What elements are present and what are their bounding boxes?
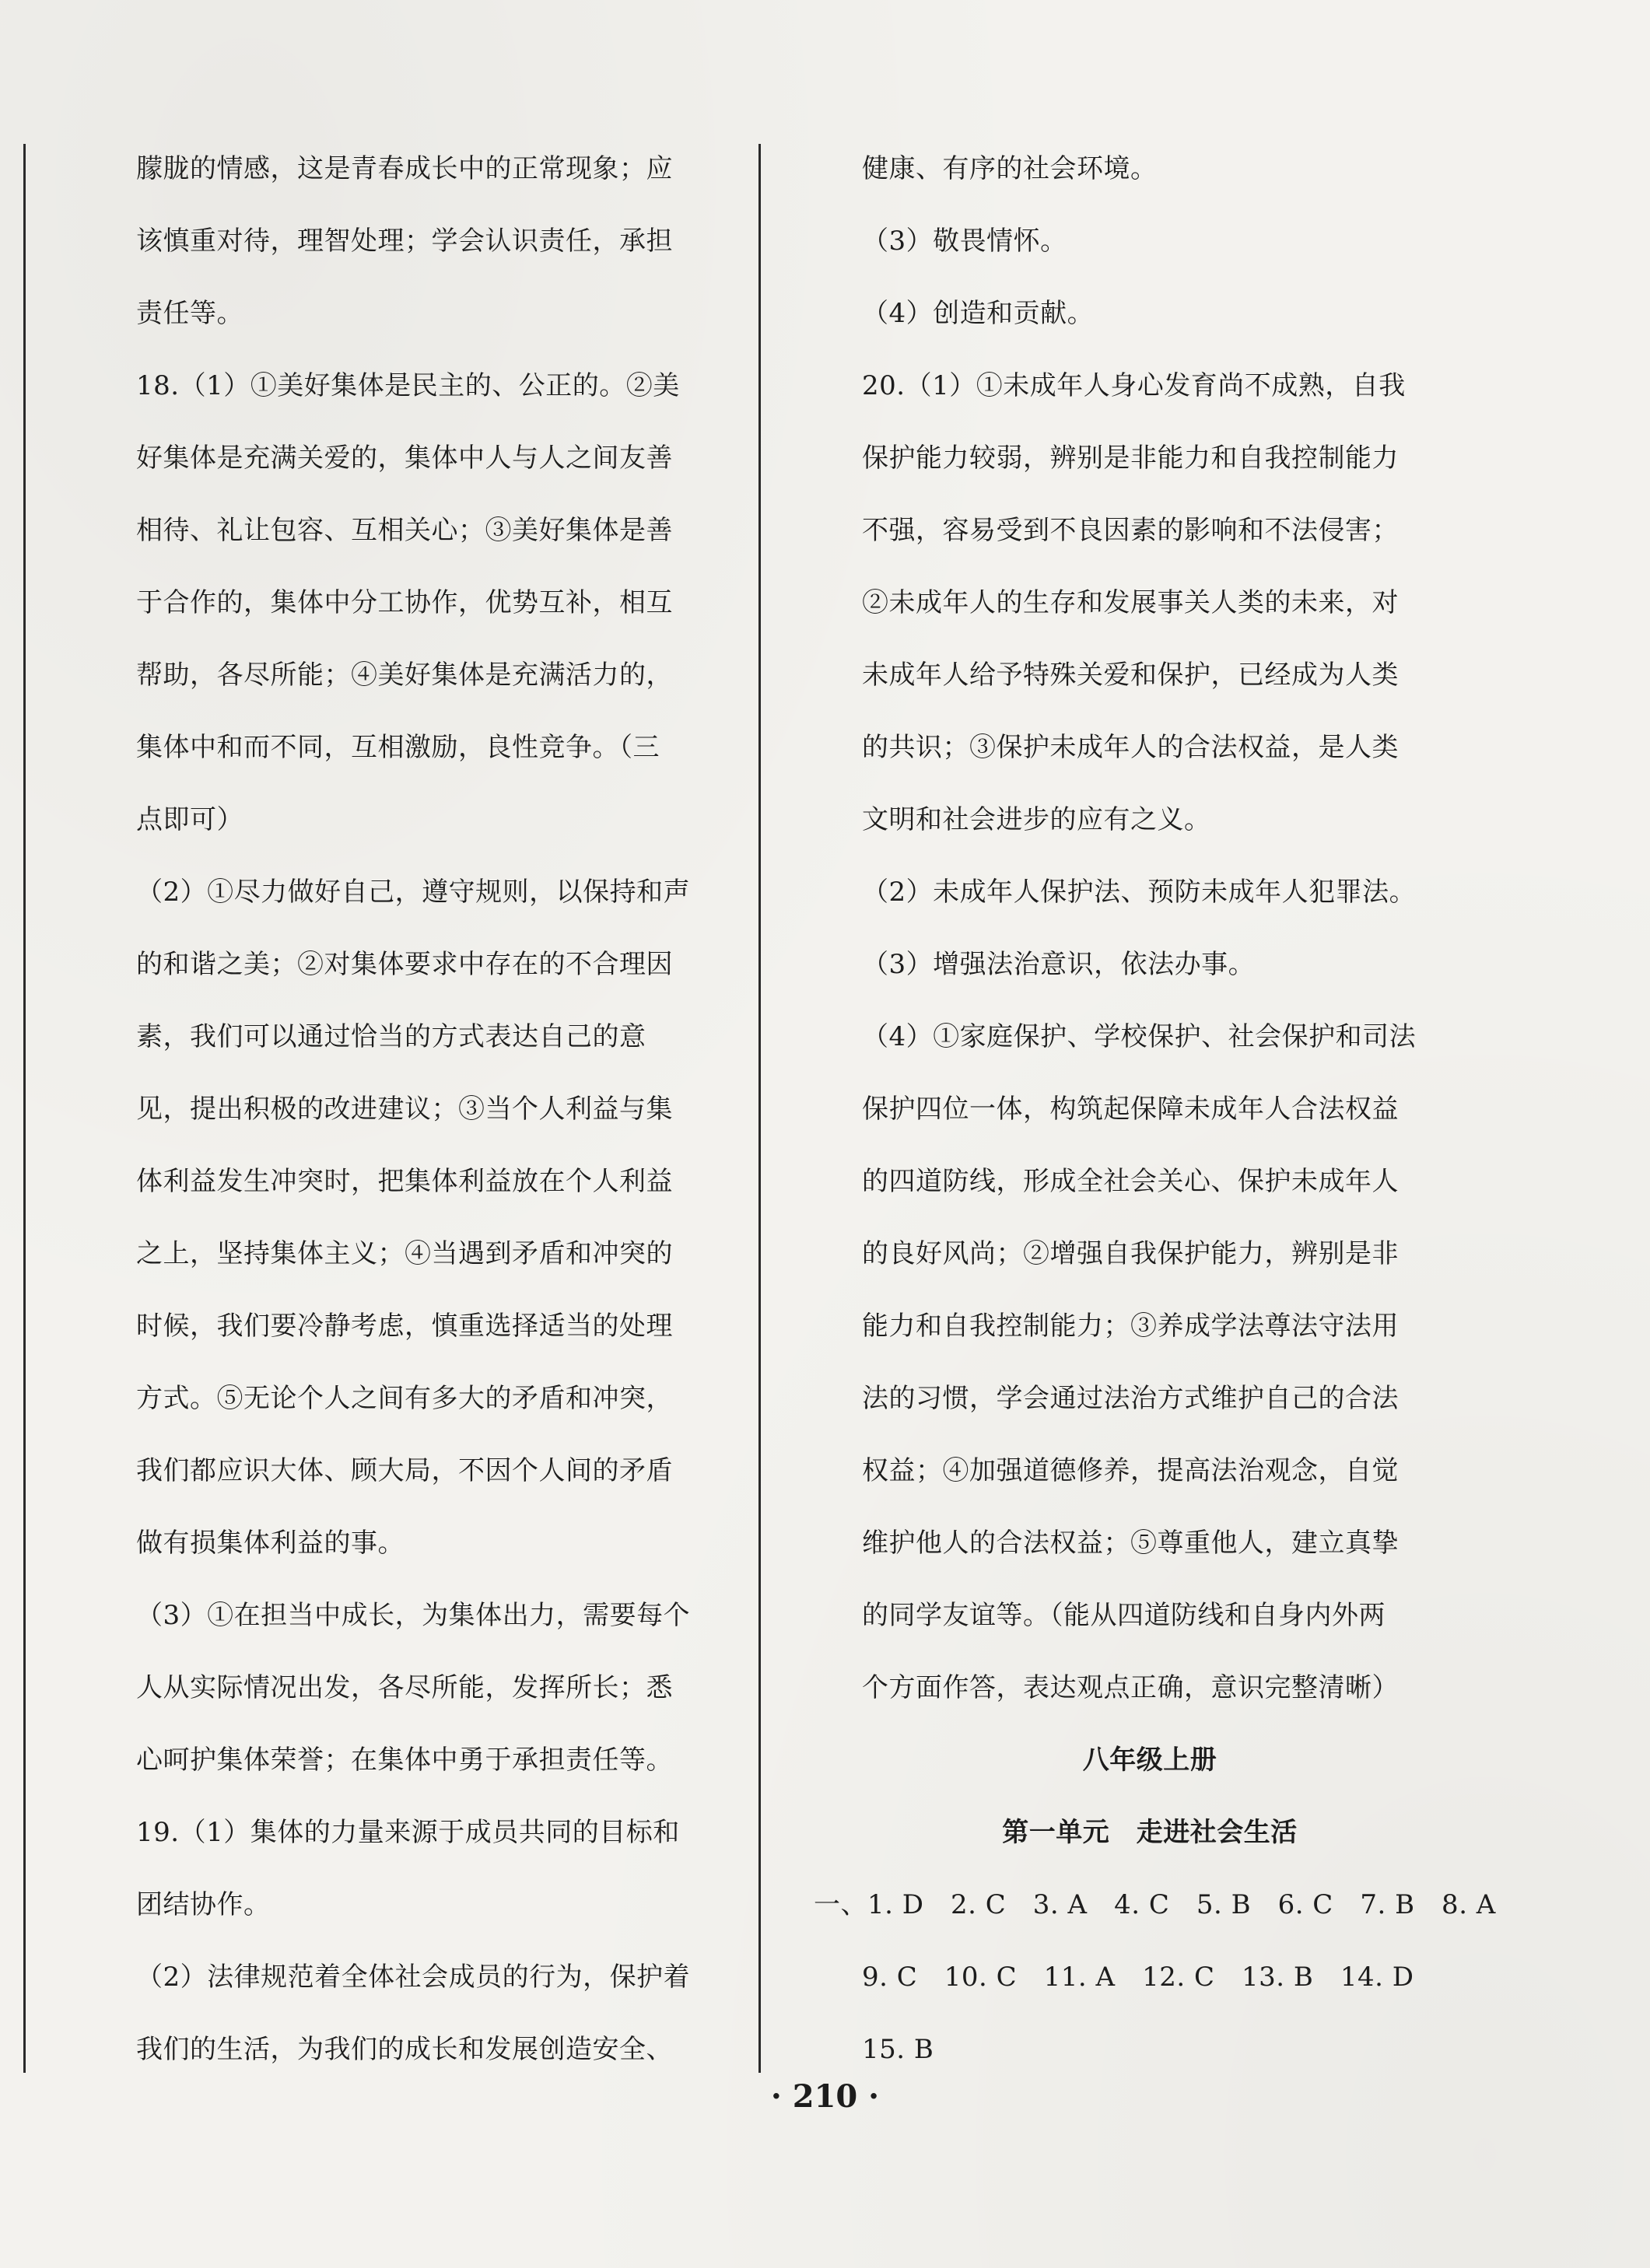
- left-column: [136, 140, 712, 2093]
- text-line: 18.（1）①美好集体是民主的、公正的。②美: [136, 370, 680, 401]
- text-line: 的四道防线，形成全社会关心、保护未成年人: [862, 1166, 1399, 1197]
- text-line: （2）①尽力做好自己，遵守规则，以保持和声: [136, 877, 691, 908]
- page-number: · 210 ·: [770, 2078, 880, 2115]
- text-line: 时候，我们要冷静考虑，慎重选择适当的处理: [136, 1311, 673, 1342]
- answer-line: 一、1. D 2. C 3. A 4. C 5. B 6. C 7. B 8. A: [814, 1889, 1496, 1920]
- text-line: 的和谐之美；②对集体要求中存在的不合理因: [136, 949, 673, 980]
- text-line: （3）增强法治意识，依法办事。: [862, 949, 1256, 980]
- text-line: （3）敬畏情怀。: [862, 226, 1067, 257]
- text-line: 未成年人给予特殊关爱和保护，已经成为人类: [862, 660, 1399, 691]
- text-line: 集体中和而不同，互相激励，良性竞争。（三: [136, 732, 660, 763]
- column-divider-rule: [758, 144, 761, 2073]
- text-line: 保护能力较弱，辨别是非能力和自我控制能力: [862, 443, 1399, 474]
- text-line: （2）未成年人保护法、预防未成年人犯罪法。: [862, 877, 1417, 908]
- text-line: 该慎重对待，理智处理；学会认识责任，承担: [136, 226, 673, 257]
- text-line: 的良好风尚；②增强自我保护能力，辨别是非: [862, 1238, 1399, 1269]
- answer-line: 15. B: [862, 2034, 934, 2065]
- text-line: 团结协作。: [136, 1889, 271, 1920]
- text-line: 朦胧的情感，这是青春成长中的正常现象；应: [136, 153, 673, 184]
- text-line: 健康、有序的社会环境。: [862, 153, 1158, 184]
- text-line: 帮助，各尽所能；④美好集体是充满活力的，: [136, 660, 673, 691]
- text-line: 素，我们可以通过恰当的方式表达自己的意: [136, 1021, 646, 1052]
- text-line: 体利益发生冲突时，把集体利益放在个人利益: [136, 1166, 673, 1197]
- text-line: 19.（1）集体的力量来源于成员共同的目标和: [136, 1817, 680, 1848]
- text-line: 人从实际情况出发，各尽所能，发挥所长；悉: [136, 1672, 673, 1703]
- text-line: 心呵护集体荣誉；在集体中勇于承担责任等。: [136, 1745, 673, 1776]
- text-line: 不强，容易受到不良因素的影响和不法侵害；: [862, 515, 1399, 546]
- answer-line: 9. C 10. C 11. A 12. C 13. B 14. D: [862, 1962, 1414, 1993]
- text-line: ②未成年人的生存和发展事关人类的未来，对: [862, 587, 1399, 618]
- text-line: 个方面作答，表达观点正确，意识完整清晰）: [862, 1672, 1399, 1703]
- text-line: （4）①家庭保护、学校保护、社会保护和司法: [862, 1021, 1417, 1052]
- text-line: 法的习惯，学会通过法治方式维护自己的合法: [862, 1383, 1399, 1414]
- right-column: [814, 140, 1496, 2093]
- text-line: 保护四位一体，构筑起保障未成年人合法权益: [862, 1094, 1399, 1125]
- text-line: 能力和自我控制能力；③养成学法尊法守法用: [862, 1311, 1399, 1342]
- text-line: 的共识；③保护未成年人的合法权益，是人类: [862, 732, 1399, 763]
- text-line: （2）法律规范着全体社会成员的行为，保护着: [136, 1962, 691, 1993]
- unit-title: 第一单元 走进社会生活: [1002, 1817, 1298, 1848]
- text-line: 我们的生活，为我们的成长和发展创造安全、: [136, 2034, 673, 2065]
- text-line: 我们都应识大体、顾大局，不因个人间的矛盾: [136, 1455, 673, 1486]
- text-line: （3）①在担当中成长，为集体出力，需要每个: [136, 1600, 691, 1631]
- section-title: 八年级上册: [1082, 1745, 1217, 1776]
- text-line: 见，提出积极的改进建议；③当个人利益与集: [136, 1094, 673, 1125]
- text-line: 好集体是充满关爱的，集体中人与人之间友善: [136, 443, 673, 474]
- text-line: 责任等。: [136, 298, 243, 329]
- left-margin-rule: [23, 144, 26, 2073]
- text-line: 做有损集体利益的事。: [136, 1528, 405, 1559]
- text-line: 权益；④加强道德修养，提高法治观念，自觉: [862, 1455, 1399, 1486]
- text-line: 的同学友谊等。（能从四道防线和自身内外两: [862, 1600, 1386, 1631]
- text-line: 文明和社会进步的应有之义。: [862, 804, 1211, 835]
- text-line: 相待、礼让包容、互相关心；③美好集体是善: [136, 515, 673, 546]
- text-line: 维护他人的合法权益；⑤尊重他人，建立真挚: [862, 1528, 1399, 1559]
- text-line: 点即可）: [136, 804, 243, 835]
- text-line: 之上，坚持集体主义；④当遇到矛盾和冲突的: [136, 1238, 673, 1269]
- text-line: 方式。⑤无论个人之间有多大的矛盾和冲突，: [136, 1383, 673, 1414]
- text-line: （4）创造和贡献。: [862, 298, 1095, 329]
- text-line: 20.（1）①未成年人身心发育尚不成熟，自我: [862, 370, 1406, 401]
- text-line: 于合作的，集体中分工协作，优势互补，相互: [136, 587, 673, 618]
